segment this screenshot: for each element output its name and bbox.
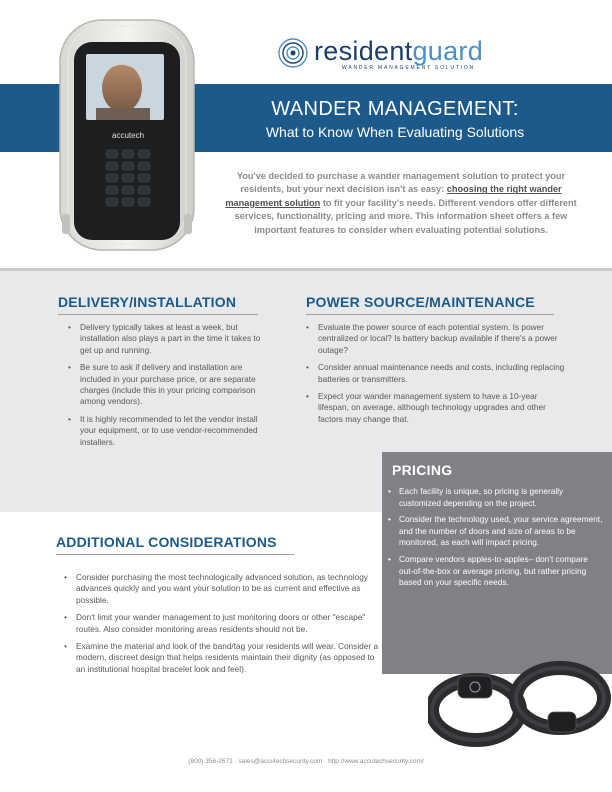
- logo-tagline: WANDER MANAGEMENT SOLUTION: [342, 65, 475, 71]
- logo-mark-icon: [278, 38, 308, 68]
- wander-device-image: [54, 14, 200, 254]
- list-item: • Compare vendors apples-to-apples– don't compare out-of-the-box or average pricing, but rather pricing based on your specific needs.: [386, 554, 604, 589]
- delivery-rule: [58, 314, 258, 315]
- list-item: • Be sure to ask if delivery and installation are included in your purchase price, or are separate charges (include this in your pricing comparison among vendors).: [66, 362, 262, 408]
- residentguard-logo: [278, 36, 518, 76]
- logo-wordmark: residentguard: [314, 36, 484, 66]
- page-subtitle: What to Know When Evaluating Solutions: [265, 124, 525, 140]
- list-item: • Don't limit your wander management to just monitoring doors or other "escape" routes. Also consider monitoring areas residents should not be.: [62, 612, 380, 635]
- list-item: • Evaluate the power source of each potential system. Is power centralized or local? Is battery backup available if there's a power outage?: [304, 322, 566, 356]
- list-item: • It is highly recommended to let the vendor install your equipment, or to use vendor-recommended installers.: [66, 414, 262, 448]
- list-item: • Examine the material and look of the band/tag your residents will wear. Consider a modern, discreet design that helps residents maintain their dignity (as opposed to an institutional hospital bracelet look and feel).: [62, 641, 380, 675]
- power-list: [304, 322, 566, 431]
- delivery-list: [66, 322, 262, 454]
- delivery-heading: DELIVERY/INSTALLATION: [58, 294, 237, 310]
- pricing-list: [386, 486, 604, 594]
- additional-heading: ADDITIONAL CONSIDERATIONS: [56, 534, 277, 550]
- power-rule: [306, 314, 554, 315]
- list-item: • Delivery typically takes at least a week, but installation also plays a part in the time it takes to get up and running.: [66, 322, 262, 356]
- list-item: • Each facility is unique, so pricing is generally customized depending on the project.: [386, 486, 604, 509]
- device-brand-label: accutech: [112, 131, 145, 140]
- footer-contact: (800) 356-2671 · sales@accutechsecurity.com · http://www.accutechsecurity.com/: [188, 758, 424, 765]
- intro-paragraph: You've decided to purchase a wander management solution to protect your residents, but your next decision isn't as easy: choosing the right wander management solution to fit your facility's needs. Different vendors offer different services, functionality, pricing and more. This information sheet offers a few important features to consider when evaluating potential solutions.: [225, 171, 577, 235]
- page-title: WANDER MANAGEMENT:: [271, 98, 519, 120]
- list-item: • Consider purchasing the most technologically advanced solution, as technology advances quickly and you want your solution to be as current and effective as possible.: [62, 572, 380, 606]
- intro-underlined-text: choosing the right wander management solution: [225, 184, 562, 208]
- power-heading: POWER SOURCE/MAINTENANCE: [306, 294, 535, 310]
- resident-bands-image: [428, 652, 612, 748]
- list-item: • Consider annual maintenance needs and costs, including replacing batteries or transmitters.: [304, 362, 566, 385]
- list-item: • Consider the technology used, your service agreement, and the number of doors and size of areas to be monitored, as each will impact pricing.: [386, 514, 604, 549]
- additional-rule: [56, 554, 294, 555]
- list-item: • Expect your wander management system to have a 10-year lifespan, on average, although technology upgrades and other factors may change that.: [304, 391, 566, 425]
- pricing-heading: PRICING: [392, 462, 453, 478]
- additional-list: [62, 572, 380, 681]
